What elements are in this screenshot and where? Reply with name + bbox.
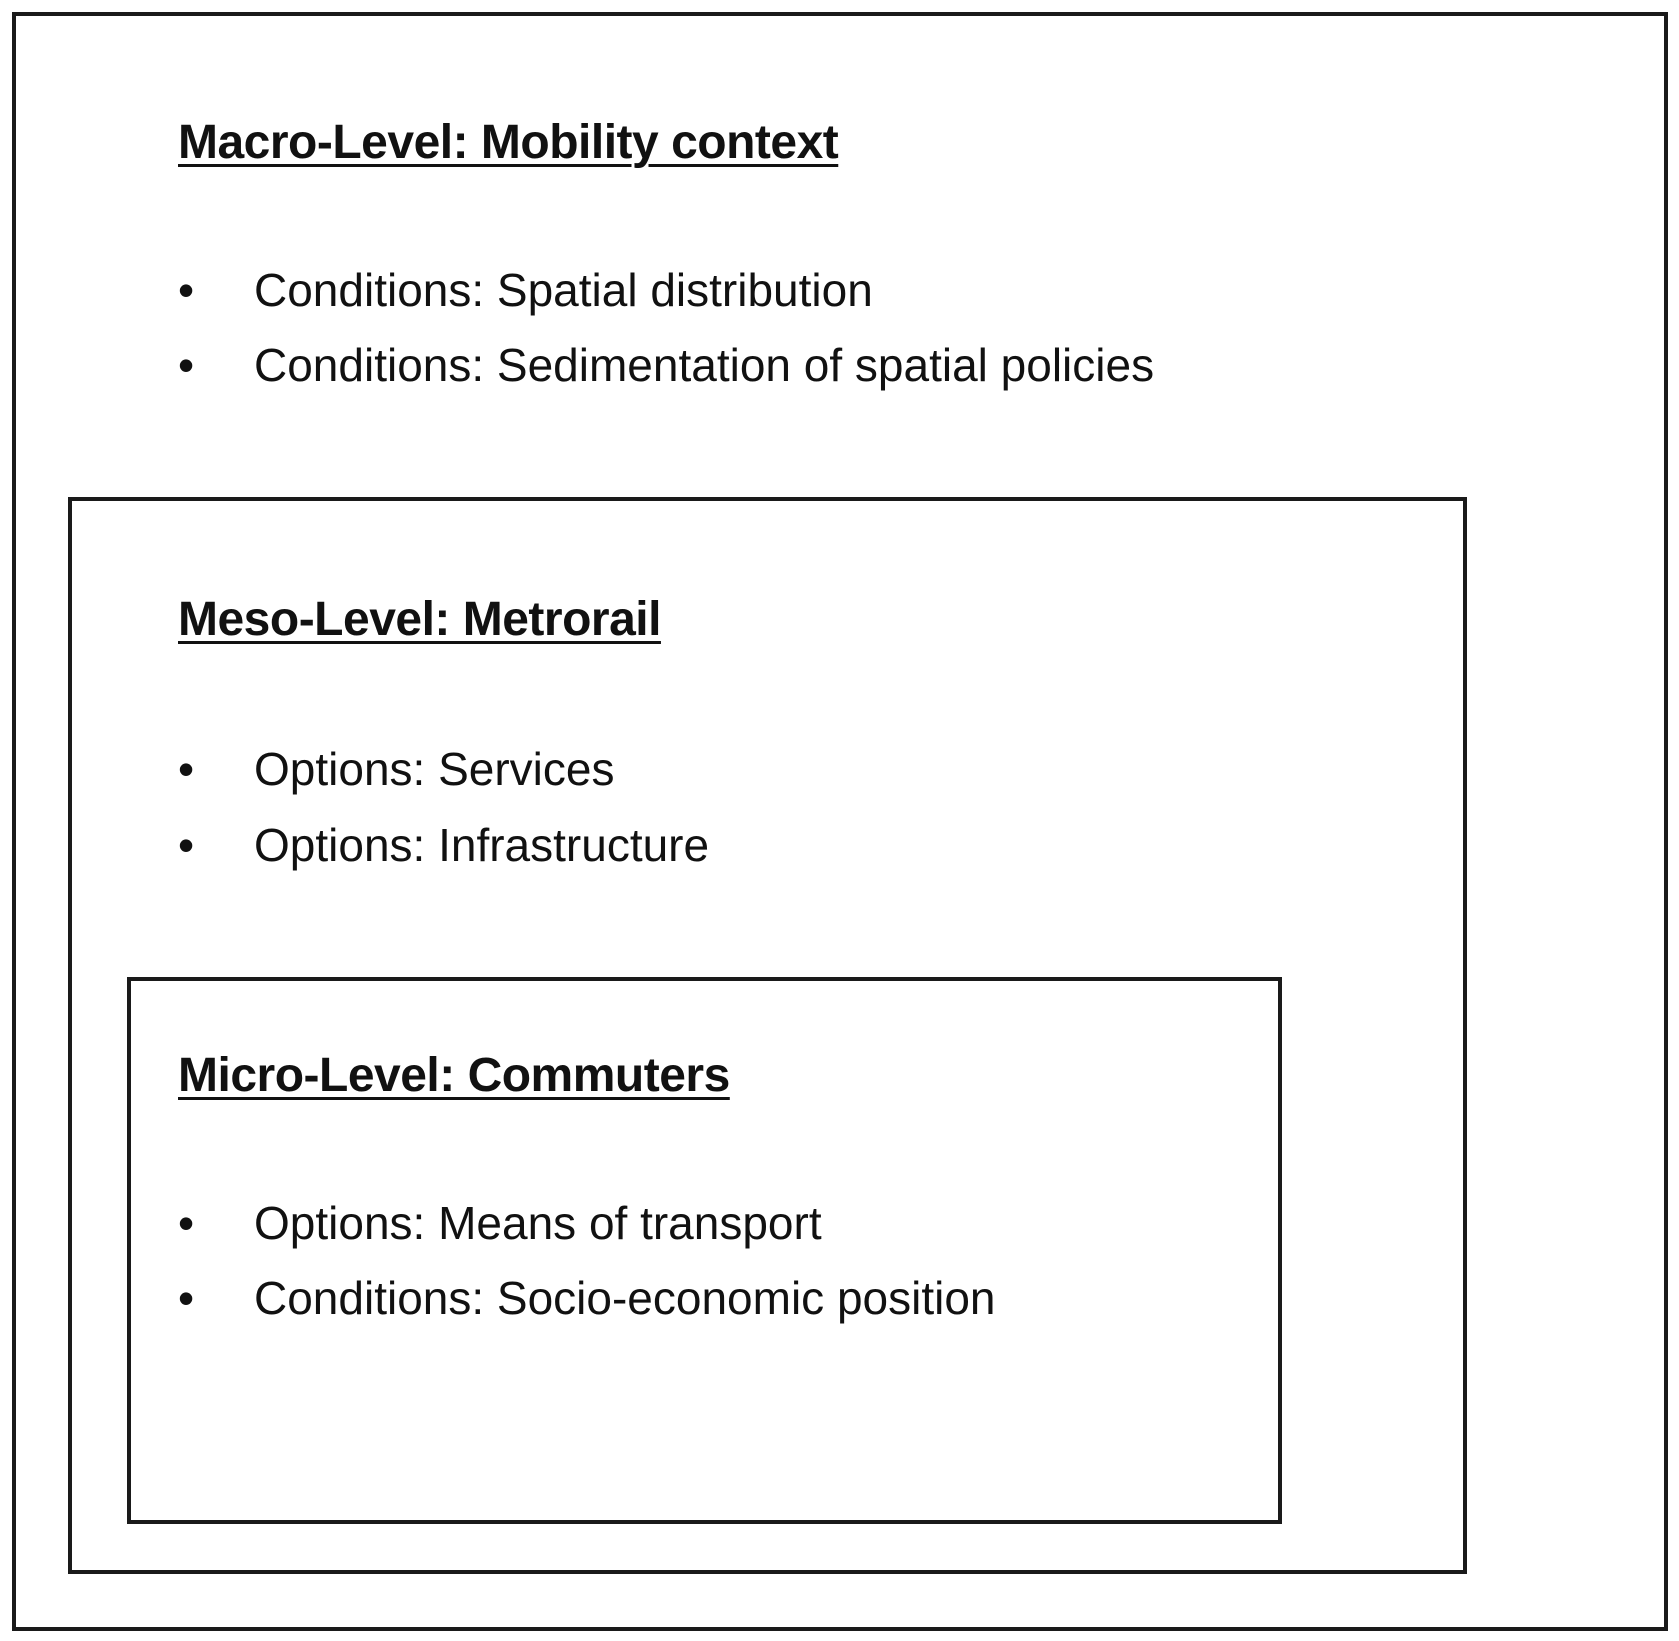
meso-level-title: Meso-Level: Metrorail xyxy=(178,593,661,646)
micro-item xyxy=(178,1268,996,1328)
item-text: Conditions: Spatial distribution xyxy=(254,264,873,316)
bullet-icon: • xyxy=(178,743,195,795)
macro-level-title: Macro-Level: Mobility context xyxy=(178,116,839,169)
bullet-icon: • xyxy=(178,1197,195,1249)
bullet-icon: • xyxy=(178,264,195,316)
macro-item xyxy=(178,335,1154,395)
micro-level-title: Micro-Level: Commuters xyxy=(178,1049,730,1102)
meso-item xyxy=(178,815,709,875)
item-text: Conditions: Sedimentation of spatial policies xyxy=(254,339,1155,391)
item-text: Conditions: Socio-economic position xyxy=(254,1272,996,1324)
item-text: Options: Infrastructure xyxy=(254,819,710,871)
item-text: Options: Means of transport xyxy=(254,1197,822,1249)
macro-item xyxy=(178,260,873,320)
item-text: Options: Services xyxy=(254,743,615,795)
meso-item xyxy=(178,739,614,799)
bullet-icon: • xyxy=(178,339,195,391)
bullet-icon: • xyxy=(178,819,195,871)
bullet-icon: • xyxy=(178,1272,195,1324)
micro-item xyxy=(178,1193,822,1253)
